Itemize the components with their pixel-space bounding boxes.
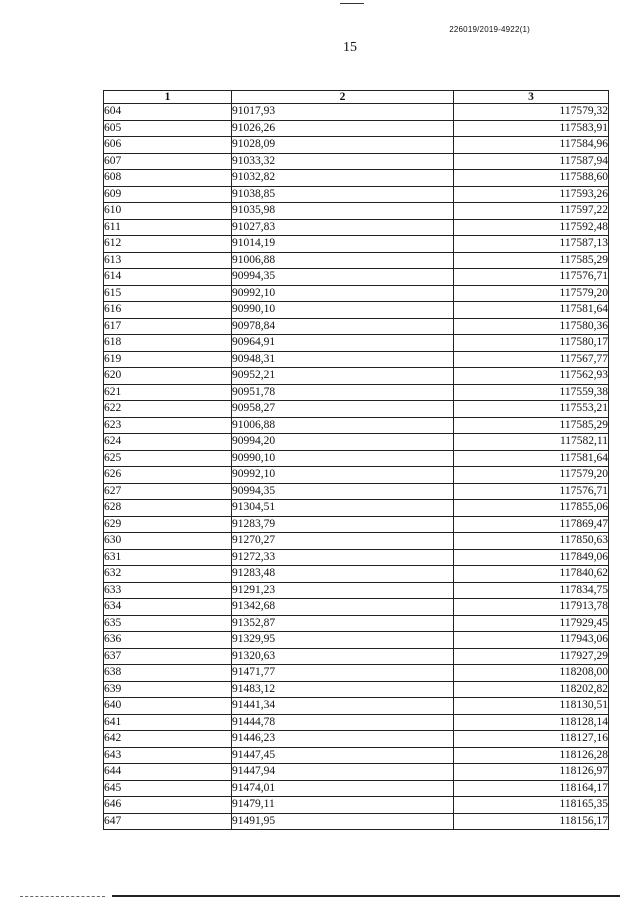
table-cell-col1: 608	[104, 170, 232, 187]
table-cell-col2: 90964,91	[232, 335, 454, 352]
table-cell-col2: 90990,10	[232, 302, 454, 319]
table-cell-col2: 91342,68	[232, 599, 454, 616]
table-row	[104, 467, 609, 484]
table-cell-col2: 91491,95	[232, 813, 454, 830]
table-cell-col3: 117849,06	[454, 549, 609, 566]
table-row	[104, 335, 609, 352]
table-cell-col2: 90992,10	[232, 285, 454, 302]
table-cell-col3: 118164,17	[454, 780, 609, 797]
table-cell-col1: 616	[104, 302, 232, 319]
table-cell-col2: 91028,09	[232, 137, 454, 154]
table-cell-col2: 91444,78	[232, 714, 454, 731]
table-cell-col3: 117562,93	[454, 368, 609, 385]
table-cell-col2: 91447,45	[232, 747, 454, 764]
table-cell-col2: 91447,94	[232, 764, 454, 781]
table-cell-col2: 91006,88	[232, 417, 454, 434]
table-cell-col3: 118202,82	[454, 681, 609, 698]
table-row	[104, 533, 609, 550]
table-cell-col3: 117587,94	[454, 153, 609, 170]
table-cell-col3: 117840,62	[454, 566, 609, 583]
page-number: 15	[343, 40, 357, 55]
table-cell-col3: 117579,20	[454, 285, 609, 302]
table-row	[104, 797, 609, 814]
table-cell-col3: 117582,11	[454, 434, 609, 451]
table-row	[104, 731, 609, 748]
table-cell-col1: 628	[104, 500, 232, 517]
table-row	[104, 384, 609, 401]
table-cell-col1: 630	[104, 533, 232, 550]
table-row	[104, 599, 609, 616]
table-row	[104, 747, 609, 764]
table-cell-col2: 90958,27	[232, 401, 454, 418]
table-cell-col3: 117553,21	[454, 401, 609, 418]
table-cell-col2: 91446,23	[232, 731, 454, 748]
table-cell-col1: 637	[104, 648, 232, 665]
table-row	[104, 483, 609, 500]
table-cell-col3: 117576,71	[454, 269, 609, 286]
table-cell-col3: 117580,17	[454, 335, 609, 352]
table-cell-col3: 118208,00	[454, 665, 609, 682]
table-row	[104, 186, 609, 203]
table-cell-col2: 91283,48	[232, 566, 454, 583]
table-body	[104, 104, 609, 830]
table-cell-col1: 613	[104, 252, 232, 269]
table-cell-col1: 631	[104, 549, 232, 566]
table-cell-col1: 638	[104, 665, 232, 682]
table-header	[104, 91, 609, 104]
table-row	[104, 318, 609, 335]
table-cell-col2: 91270,27	[232, 533, 454, 550]
table-row	[104, 582, 609, 599]
top-edge-mark	[340, 3, 364, 4]
table-cell-col1: 615	[104, 285, 232, 302]
table-cell-col1: 635	[104, 615, 232, 632]
table-row	[104, 516, 609, 533]
table-cell-col2: 91038,85	[232, 186, 454, 203]
table-cell-col3: 117869,47	[454, 516, 609, 533]
table-row	[104, 104, 609, 121]
table-cell-col2: 90994,35	[232, 269, 454, 286]
table-cell-col1: 618	[104, 335, 232, 352]
footer-dotted-line	[20, 896, 105, 897]
table-row	[104, 549, 609, 566]
column-header-1: 1	[104, 91, 232, 104]
table-cell-col2: 90948,31	[232, 351, 454, 368]
table-cell-col3: 118127,16	[454, 731, 609, 748]
document-id: 226019/2019-4922(1)	[449, 25, 530, 34]
table-row	[104, 632, 609, 649]
table-row	[104, 236, 609, 253]
table-row	[104, 648, 609, 665]
column-header-3: 3	[454, 91, 609, 104]
table-cell-col1: 606	[104, 137, 232, 154]
table-cell-col3: 117583,91	[454, 120, 609, 137]
table-cell-col2: 91320,63	[232, 648, 454, 665]
table-cell-col3: 117834,75	[454, 582, 609, 599]
table-cell-col2: 91329,95	[232, 632, 454, 649]
table-cell-col1: 619	[104, 351, 232, 368]
table-cell-col2: 91441,34	[232, 698, 454, 715]
table-cell-col1: 610	[104, 203, 232, 220]
column-header-2: 2	[232, 91, 454, 104]
table-cell-col1: 641	[104, 714, 232, 731]
table-cell-col1: 622	[104, 401, 232, 418]
table-cell-col3: 117567,77	[454, 351, 609, 368]
table-row	[104, 170, 609, 187]
table-cell-col2: 91483,12	[232, 681, 454, 698]
table-row	[104, 698, 609, 715]
table-row	[104, 813, 609, 830]
table-cell-col1: 609	[104, 186, 232, 203]
coordinates-table	[103, 90, 609, 830]
table-cell-col1: 632	[104, 566, 232, 583]
table-row	[104, 780, 609, 797]
table-row	[104, 665, 609, 682]
table-row	[104, 566, 609, 583]
table-row	[104, 401, 609, 418]
table-cell-col3: 117581,64	[454, 302, 609, 319]
table-cell-col2: 91014,19	[232, 236, 454, 253]
table-cell-col2: 91283,79	[232, 516, 454, 533]
table-cell-col1: 611	[104, 219, 232, 236]
table-cell-col2: 90992,10	[232, 467, 454, 484]
table-cell-col3: 117579,32	[454, 104, 609, 121]
table-cell-col2: 90990,10	[232, 450, 454, 467]
table-cell-col2: 91026,26	[232, 120, 454, 137]
table-cell-col1: 629	[104, 516, 232, 533]
table-cell-col2: 91032,82	[232, 170, 454, 187]
table-cell-col1: 639	[104, 681, 232, 698]
table-cell-col3: 118165,35	[454, 797, 609, 814]
table-cell-col1: 640	[104, 698, 232, 715]
table-row	[104, 153, 609, 170]
table-cell-col3: 117579,20	[454, 467, 609, 484]
table-row	[104, 500, 609, 517]
table-row	[104, 203, 609, 220]
table-cell-col1: 620	[104, 368, 232, 385]
table-cell-col3: 117593,26	[454, 186, 609, 203]
table-cell-col1: 643	[104, 747, 232, 764]
table-cell-col2: 91352,87	[232, 615, 454, 632]
table-cell-col1: 634	[104, 599, 232, 616]
table-cell-col1: 607	[104, 153, 232, 170]
table-row	[104, 269, 609, 286]
table-cell-col1: 645	[104, 780, 232, 797]
table-row	[104, 351, 609, 368]
table-cell-col3: 117585,29	[454, 252, 609, 269]
table-row	[104, 714, 609, 731]
table-cell-col1: 644	[104, 764, 232, 781]
table-row	[104, 764, 609, 781]
table-cell-col3: 117581,64	[454, 450, 609, 467]
table-cell-col2: 91304,51	[232, 500, 454, 517]
table-cell-col3: 117588,60	[454, 170, 609, 187]
table-cell-col3: 117850,63	[454, 533, 609, 550]
table-cell-col1: 626	[104, 467, 232, 484]
table-cell-col3: 117929,45	[454, 615, 609, 632]
table-row	[104, 417, 609, 434]
table-cell-col3: 118126,28	[454, 747, 609, 764]
table-cell-col3: 117927,29	[454, 648, 609, 665]
table-cell-col3: 117585,29	[454, 417, 609, 434]
table-cell-col1: 624	[104, 434, 232, 451]
table-row	[104, 302, 609, 319]
table-row	[104, 681, 609, 698]
table-cell-col3: 118128,14	[454, 714, 609, 731]
table-cell-col1: 633	[104, 582, 232, 599]
table-cell-col1: 605	[104, 120, 232, 137]
table-row	[104, 615, 609, 632]
table-row	[104, 252, 609, 269]
table-row	[104, 137, 609, 154]
table-cell-col2: 91471,77	[232, 665, 454, 682]
table-cell-col2: 91291,23	[232, 582, 454, 599]
table-cell-col2: 91479,11	[232, 797, 454, 814]
table-cell-col2: 91035,98	[232, 203, 454, 220]
table-cell-col1: 625	[104, 450, 232, 467]
table-cell-col1: 642	[104, 731, 232, 748]
table-cell-col3: 117584,96	[454, 137, 609, 154]
table-cell-col3: 117597,22	[454, 203, 609, 220]
table-cell-col3: 118130,51	[454, 698, 609, 715]
table-cell-col1: 627	[104, 483, 232, 500]
table-row	[104, 368, 609, 385]
table-cell-col2: 91033,32	[232, 153, 454, 170]
table-cell-col3: 117592,48	[454, 219, 609, 236]
table-cell-col2: 91272,33	[232, 549, 454, 566]
table-row	[104, 285, 609, 302]
table-header-row	[104, 91, 609, 104]
table-cell-col3: 117913,78	[454, 599, 609, 616]
table-cell-col3: 117855,06	[454, 500, 609, 517]
table-cell-col2: 90978,84	[232, 318, 454, 335]
table-cell-col1: 612	[104, 236, 232, 253]
table-cell-col2: 90952,21	[232, 368, 454, 385]
table-cell-col2: 91027,83	[232, 219, 454, 236]
table-cell-col3: 117576,71	[454, 483, 609, 500]
table-cell-col3: 117559,38	[454, 384, 609, 401]
table-cell-col1: 614	[104, 269, 232, 286]
table-cell-col1: 636	[104, 632, 232, 649]
table-cell-col2: 91017,93	[232, 104, 454, 121]
table-row	[104, 219, 609, 236]
table-cell-col3: 118156,17	[454, 813, 609, 830]
table-cell-col1: 646	[104, 797, 232, 814]
table-cell-col2: 91474,01	[232, 780, 454, 797]
table-row	[104, 450, 609, 467]
table-cell-col2: 91006,88	[232, 252, 454, 269]
table-cell-col2: 90994,35	[232, 483, 454, 500]
table-cell-col3: 118126,97	[454, 764, 609, 781]
table-cell-col3: 117580,36	[454, 318, 609, 335]
table-cell-col3: 117943,06	[454, 632, 609, 649]
table-row	[104, 120, 609, 137]
table-cell-col1: 617	[104, 318, 232, 335]
footer-rule	[112, 895, 620, 897]
table-row	[104, 434, 609, 451]
table-cell-col1: 604	[104, 104, 232, 121]
table-cell-col1: 623	[104, 417, 232, 434]
table-cell-col1: 621	[104, 384, 232, 401]
table-cell-col3: 117587,13	[454, 236, 609, 253]
table-cell-col2: 90994,20	[232, 434, 454, 451]
table-cell-col1: 647	[104, 813, 232, 830]
table-cell-col2: 90951,78	[232, 384, 454, 401]
